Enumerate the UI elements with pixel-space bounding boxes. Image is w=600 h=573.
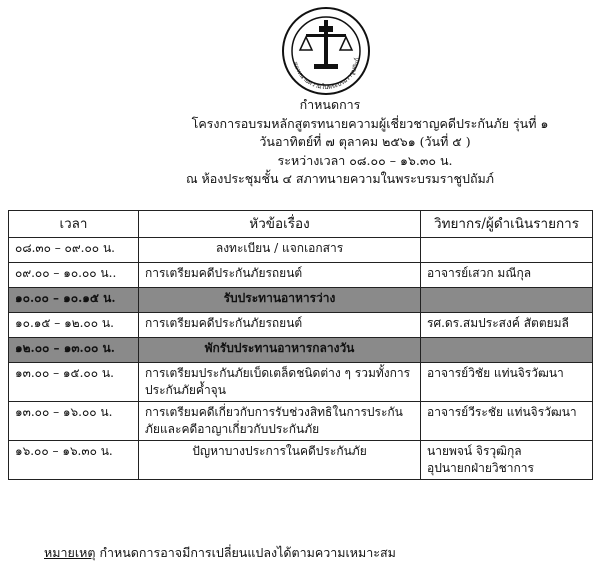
speaker-cell (421, 288, 593, 313)
break-row (9, 288, 593, 313)
topic-cell: การเตรียมคดีประกันภัยรถยนต์ (139, 313, 421, 338)
header-venue: ณ ห้องประชุมชั้น ๔ สภาทนายความในพระบรมราชูปถัมภ์ (185, 171, 494, 186)
table-row (9, 263, 593, 288)
speaker-cell: อาจารย์วีระชัย แท่นจิรวัฒนา (421, 402, 593, 441)
footnote-text: กำหนดการอาจมีการเปลี่ยนแปลงได้ตามความเหมาะสม (99, 545, 396, 560)
time-cell: ๑๓.๐๐ – ๑๕.๐๐ น. (9, 363, 139, 402)
speaker-cell: รศ.ดร.สมประสงค์ สัตตยมลี (421, 313, 593, 338)
table-row (9, 441, 593, 480)
topic-cell: การเตรียมประกันภัยเบ็ดเตล็ดชนิดต่าง ๆ รวมทั้งการประกันภัยค้ำจุน (139, 363, 421, 402)
topic-cell: ลงทะเบียน / แจกเอกสาร (139, 238, 421, 263)
time-cell: ๑๐.๐๐ – ๑๐.๑๕ น. (9, 288, 139, 313)
column-header-topic: หัวข้อเรื่อง (139, 211, 421, 238)
topic-cell: การเตรียมคดีเกี่ยวกับการรับช่วงสิทธิในการประกันภัยและคดีอาญาเกี่ยวกับประกันภัย (139, 402, 421, 441)
lunch-break-row (9, 338, 593, 363)
topic-cell: รับประทานอาหารว่าง (139, 288, 421, 313)
column-header-time: เวลา (9, 211, 139, 238)
time-cell: ๑๐.๑๕ – ๑๒.๐๐ น. (9, 313, 139, 338)
svg-text:สภาทนายความในพระบรมราชูปถัมภ์: สภาทนายความในพระบรมราชูปถัมภ์ (291, 57, 361, 92)
speaker-cell (421, 238, 593, 263)
speaker-cell: นายพจน์ จิรวุฒิกุล อุปนายกฝ่ายวิชาการ (421, 441, 593, 480)
speaker-cell: อาจารย์เสวก มณีกุล (421, 263, 593, 288)
time-cell: ๑๖.๐๐ – ๑๖.๓๐ น. (9, 441, 139, 480)
table-row (9, 238, 593, 263)
time-cell: ๐๙.๐๐ – ๑๐.๐๐ น.. (9, 263, 139, 288)
column-header-speaker: วิทยากร/ผู้ดำเนินรายการ (421, 211, 593, 238)
table-row (9, 313, 593, 338)
footnote (44, 543, 396, 563)
table-row (9, 363, 593, 402)
header-time-range: ระหว่างเวลา ๐๘.๐๐ – ๑๖.๓๐ น. (277, 152, 453, 168)
time-cell: ๑๓.๐๐ – ๑๖.๐๐ น. (9, 402, 139, 441)
time-cell: ๑๒.๐๐ – ๑๓.๐๐ น. (9, 338, 139, 363)
schedule-table (8, 210, 593, 480)
table-header-row (9, 211, 593, 238)
time-cell: ๐๘.๓๐ – ๐๙.๐๐ น. (9, 238, 139, 263)
topic-cell: ปัญหาบางประการในคดีประกันภัย (139, 441, 421, 480)
topic-cell: พักรับประทานอาหารกลางวัน (139, 338, 421, 363)
speaker-cell: อาจารย์วิชัย แท่นจิรวัฒนา (421, 363, 593, 402)
speaker-cell (421, 338, 593, 363)
header-date: วันอาทิตย์ที่ ๗ ตุลาคม ๒๕๖๑ (วันที่ ๕ ) (259, 134, 471, 149)
topic-cell: การเตรียมคดีประกันภัยรถยนต์ (139, 263, 421, 288)
header-title: กำหนดการ (299, 97, 361, 112)
table-row (9, 402, 593, 441)
footnote-label: หมายเหตุ (44, 545, 96, 560)
document-header (0, 96, 600, 189)
header-project: โครงการอบรมหลักสูตรทนายความผู้เชี่ยวชาญคดีประกันภัย รุ่นที่ ๑ (191, 115, 549, 131)
lawyers-council-seal-logo (281, 6, 371, 96)
